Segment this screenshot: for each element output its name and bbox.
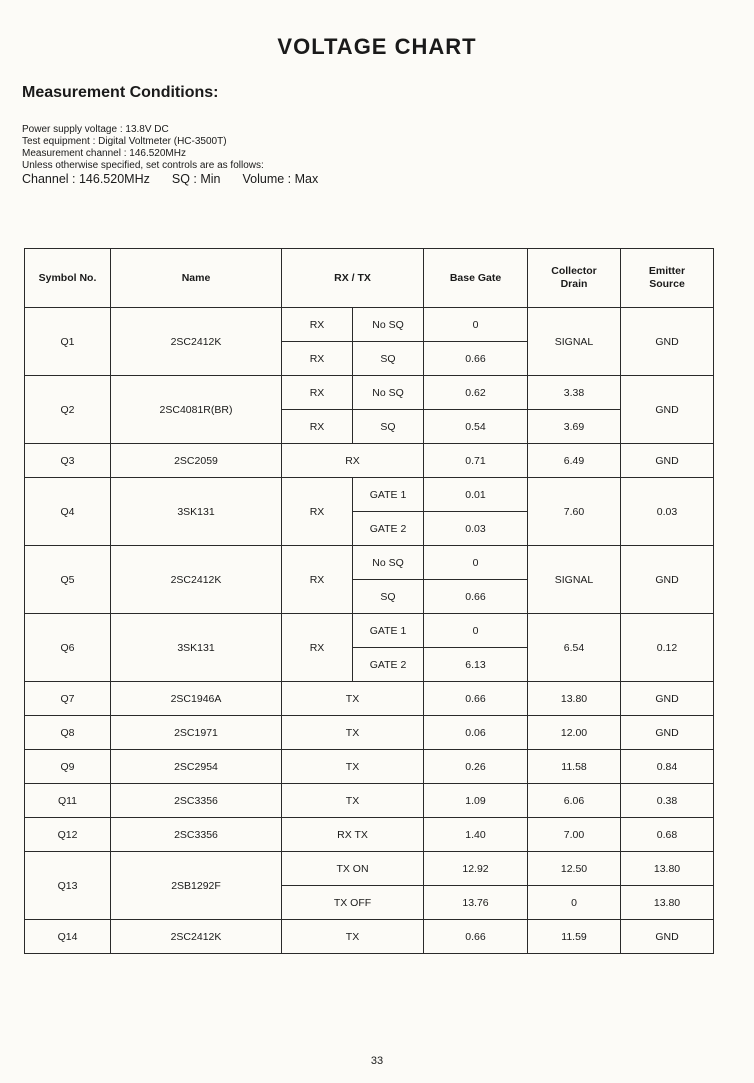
mode-cell: RX [282,376,353,410]
emitter-cell: 0.03 [621,478,714,546]
collector-cell: 3.69 [528,410,621,444]
base-cell: 6.13 [424,648,528,682]
emitter-cell: 0.84 [621,750,714,784]
header-emitter-text: Emitter [648,265,686,277]
symbol-cell: Q11 [25,784,111,818]
emitter-cell: 13.80 [621,852,714,886]
emitter-cell: GND [621,920,714,954]
name-cell: 3SK131 [111,614,282,682]
page-title: VOLTAGE CHART [277,34,477,59]
collector-cell: 7.60 [528,478,621,546]
base-cell: 0 [424,614,528,648]
emitter-cell: 0.68 [621,818,714,852]
symbol-cell: Q12 [25,818,111,852]
symbol-cell: Q2 [25,376,111,444]
base-cell: 0.66 [424,580,528,614]
condition-cell: SQ [353,580,424,614]
header-emitter-source [621,249,714,308]
control-settings-line [22,172,318,187]
base-cell: 0.66 [424,342,528,376]
set-channel: Channel : 146.520MHz [22,172,150,186]
condition-cell: No SQ [353,308,424,342]
base-cell: 1.09 [424,784,528,818]
condition-cell: No SQ [353,546,424,580]
condition-cell: GATE 1 [353,614,424,648]
emitter-cell: 0.38 [621,784,714,818]
emitter-cell: 0.12 [621,614,714,682]
symbol-cell: Q5 [25,546,111,614]
mode-cell: RX [282,444,424,478]
symbol-cell: Q13 [25,852,111,920]
symbol-cell: Q3 [25,444,111,478]
name-cell: 2SC2954 [111,750,282,784]
table-row [25,376,714,410]
unless-specified-line: Unless otherwise specified, set controls are as follows: [22,160,264,171]
symbol-cell: Q8 [25,716,111,750]
symbol-cell: Q4 [25,478,111,546]
name-cell: 2SC2412K [111,308,282,376]
power-supply-line: Power supply voltage : 13.8V DC [22,124,169,135]
symbol-cell: Q14 [25,920,111,954]
base-cell: 0.66 [424,682,528,716]
name-cell: 3SK131 [111,478,282,546]
name-cell: 2SC1971 [111,716,282,750]
header-drain-text: Drain [560,278,588,290]
mode-cell: TX [282,920,424,954]
name-cell: 2SC4081R(BR) [111,376,282,444]
table-row [25,818,714,852]
base-cell: 0.71 [424,444,528,478]
table-row [25,920,714,954]
measurement-channel-line: Measurement channel : 146.520MHz [22,148,186,159]
collector-cell: 3.38 [528,376,621,410]
mode-cell: TX ON [282,852,424,886]
condition-cell: GATE 2 [353,512,424,546]
voltage-table [24,248,714,954]
collector-cell: 11.59 [528,920,621,954]
mode-cell: RX [282,410,353,444]
table-row [25,444,714,478]
base-cell: 13.76 [424,886,528,920]
emitter-cell: GND [621,682,714,716]
table-row [25,750,714,784]
condition-cell: No SQ [353,376,424,410]
symbol-cell: Q6 [25,614,111,682]
table-row [25,478,714,512]
measurement-conditions [22,124,318,187]
name-cell: 2SC2412K [111,546,282,614]
table-row [25,614,714,648]
symbol-cell: Q9 [25,750,111,784]
name-cell: 2SC3356 [111,784,282,818]
symbol-cell: Q1 [25,308,111,376]
collector-cell: 6.06 [528,784,621,818]
header-symbol: Symbol No. [25,249,111,308]
header-collector-text: Collector [551,265,597,277]
table-header-row [25,249,714,308]
header-rxtx: RX / TX [282,249,424,308]
base-cell: 0.26 [424,750,528,784]
base-cell: 1.40 [424,818,528,852]
emitter-cell: GND [621,546,714,614]
collector-cell: 6.49 [528,444,621,478]
collector-cell: 12.50 [528,852,621,886]
base-cell: 0.54 [424,410,528,444]
section-subtitle: Measurement Conditions: [22,84,219,101]
base-cell: 0.01 [424,478,528,512]
emitter-cell: 13.80 [621,886,714,920]
table-row [25,546,714,580]
base-cell: 0 [424,546,528,580]
collector-cell: 6.54 [528,614,621,682]
collector-cell: 7.00 [528,818,621,852]
mode-cell: TX [282,750,424,784]
condition-cell: SQ [353,410,424,444]
header-source-text: Source [649,278,685,290]
table-row [25,308,714,342]
mode-cell: TX [282,784,424,818]
mode-cell: RX [282,342,353,376]
collector-cell: 11.58 [528,750,621,784]
emitter-cell: GND [621,444,714,478]
base-cell: 0.62 [424,376,528,410]
base-cell: 12.92 [424,852,528,886]
emitter-cell: GND [621,716,714,750]
emitter-cell: GND [621,376,714,444]
base-cell: 0.66 [424,920,528,954]
name-cell: 2SC3356 [111,818,282,852]
condition-cell: GATE 1 [353,478,424,512]
base-cell: 0.06 [424,716,528,750]
table-row [25,784,714,818]
table-row [25,852,714,886]
test-equipment-line: Test equipment : Digital Voltmeter (HC-3500T) [22,136,227,147]
header-name: Name [111,249,282,308]
table-row [25,716,714,750]
mode-cell: TX [282,716,424,750]
collector-cell: 12.00 [528,716,621,750]
mode-cell: TX [282,682,424,716]
table-row [25,682,714,716]
collector-cell: SIGNAL [528,546,621,614]
emitter-cell: GND [621,308,714,376]
mode-cell: RX TX [282,818,424,852]
base-cell: 0 [424,308,528,342]
condition-cell: SQ [353,342,424,376]
mode-cell: TX OFF [282,886,424,920]
name-cell: 2SC1946A [111,682,282,716]
collector-cell: SIGNAL [528,308,621,376]
name-cell: 2SC2059 [111,444,282,478]
set-volume: Volume : Max [242,172,319,186]
collector-cell: 0 [528,886,621,920]
mode-cell: RX [282,546,353,614]
symbol-cell: Q7 [25,682,111,716]
mode-cell: RX [282,614,353,682]
condition-cell: GATE 2 [353,648,424,682]
header-base-gate: Base Gate [424,249,528,308]
base-cell: 0.03 [424,512,528,546]
set-sq: SQ : Min [171,172,221,186]
name-cell: 2SB1292F [111,852,282,920]
page-number: 33 [370,1055,384,1067]
name-cell: 2SC2412K [111,920,282,954]
collector-cell: 13.80 [528,682,621,716]
header-collector-drain [528,249,621,308]
mode-cell: RX [282,308,353,342]
mode-cell: RX [282,478,353,546]
